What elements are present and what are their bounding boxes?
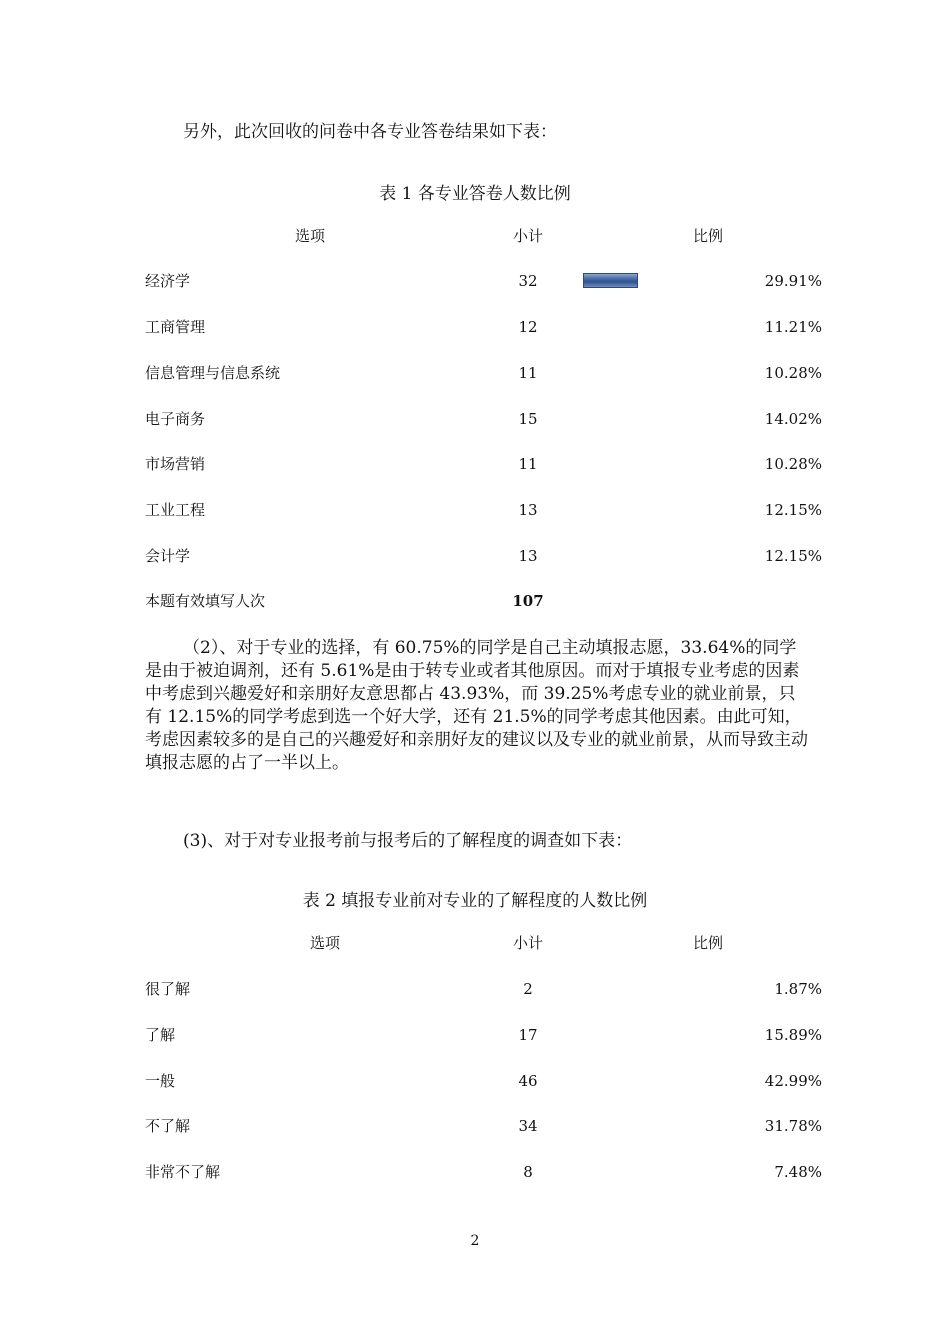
row-pct: 12.15% [764,547,822,565]
table2-header-option: 选项 [309,934,340,952]
row-name: 很了解 [145,980,191,998]
ratio-bar [583,273,638,288]
row-pct: 14.02% [764,410,822,428]
table1-total-row [0,589,950,613]
row-name: 市场营销 [145,455,206,473]
row-count: 15 [518,410,538,428]
table-row [0,452,950,476]
table1-header-row [0,224,950,248]
table2-header-count: 小计 [512,934,543,952]
row-name: 会计学 [145,547,191,565]
row-pct: 10.28% [764,455,822,473]
row-name: 工商管理 [145,318,206,336]
table-row [0,407,950,431]
row-pct: 31.78% [764,1117,822,1135]
row-count: 46 [518,1072,538,1090]
row-count: 17 [518,1026,538,1044]
table-row [0,269,950,293]
table1-header-ratio: 比例 [692,227,723,245]
row-count: 13 [518,547,538,565]
row-name: 非常不了解 [145,1163,221,1181]
table1-header-option: 选项 [294,227,325,245]
row-name: 信息管理与信息系统 [145,364,281,382]
paragraph-2: （2）、对于专业的选择，有 60.75%的同学是自己主动填报志愿，33.64%的同学是由于被迫调剂，还有 5.61%是由于转专业或者其他原因。而对于填报专业考虑的因素中考虑到兴趣爱好和亲朋好友意思都占 43.93%，而 39.25%考虑专业的就业前景，只有 12.15%的同学考虑到选一个好大学，还有 21.5%的同学考虑其他因素。由此可知，考虑因素较多的是自己的兴趣爱好和亲朋好友的建议以及专业的就业前景，从而导致主动填报志愿的占了一半以上。 [145,638,808,773]
row-pct: 7.48% [774,1163,822,1181]
table-row [0,1160,950,1184]
row-count: 34 [518,1117,538,1135]
row-count: 13 [518,501,538,519]
table2-header-ratio: 比例 [692,934,723,952]
intro-paragraph: 另外，此次回收的问卷中各专业答卷结果如下表： [183,122,557,142]
row-pct: 29.91% [764,272,822,290]
table-row [0,1069,950,1093]
table-row [0,544,950,568]
table-row [0,498,950,522]
row-count: 2 [523,980,533,998]
table1-caption: 表 1 各专业答卷人数比例 [379,184,571,204]
table2-caption: 表 2 填报专业前对专业的了解程度的人数比例 [302,891,648,911]
row-count: 12 [518,318,538,336]
row-name: 工业工程 [145,501,206,519]
table1-header-count: 小计 [512,227,543,245]
table-row [0,361,950,385]
row-pct: 42.99% [764,1072,822,1090]
total-value: 107 [512,592,544,610]
page-number: 2 [470,1233,480,1249]
table-row [0,315,950,339]
row-pct: 15.89% [764,1026,822,1044]
table-row [0,1023,950,1047]
row-name: 了解 [145,1026,176,1044]
row-name: 电子商务 [145,410,206,428]
row-pct: 12.15% [764,501,822,519]
row-pct: 10.28% [764,364,822,382]
table-row [0,977,950,1001]
row-count: 8 [523,1163,533,1181]
row-name: 不了解 [145,1117,191,1135]
row-count: 32 [518,272,538,290]
row-name: 一般 [145,1072,176,1090]
total-label: 本题有效填写人次 [145,592,266,610]
row-pct: 1.87% [774,980,822,998]
row-count: 11 [518,364,538,382]
row-pct: 11.21% [764,318,822,336]
row-name: 经济学 [145,272,191,290]
table-row [0,1114,950,1138]
paragraph-3: (3)、对于对专业报考前与报考后的了解程度的调查如下表： [183,831,633,851]
row-count: 11 [518,455,538,473]
table2-header-row [0,931,950,955]
